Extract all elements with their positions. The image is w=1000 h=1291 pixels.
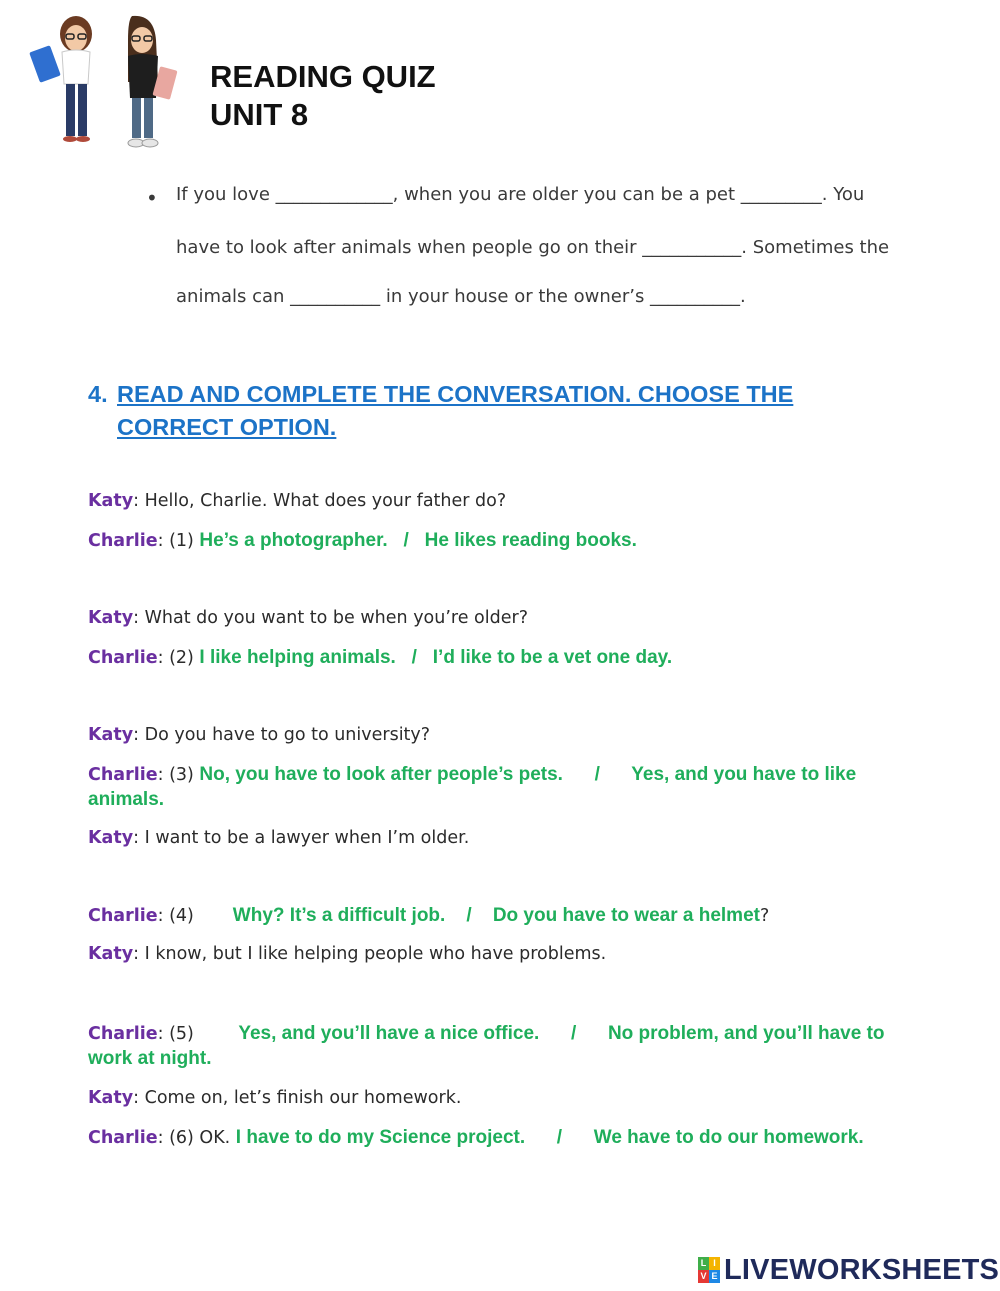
option-b[interactable]: I’d like to be a vet one day. <box>432 647 673 668</box>
dialogue-charlie-5-cont <box>88 1048 212 1070</box>
option-separator: / <box>387 530 425 551</box>
option-b-continued[interactable]: work at night. <box>88 1048 212 1069</box>
option-a[interactable]: I like helping animals. <box>199 647 396 668</box>
speaker-charlie: Charlie <box>88 906 158 926</box>
dialogue-text: : Hello, Charlie. What does your father do? <box>133 491 507 511</box>
option-separator: / <box>525 1127 594 1148</box>
dialogue-katy-5 <box>88 944 606 964</box>
option-b-continued[interactable]: animals. <box>88 789 165 810</box>
question-number: : (4) <box>157 906 233 926</box>
option-a[interactable]: Why? It’s a difficult job. <box>232 905 446 926</box>
option-separator: / <box>539 1023 608 1044</box>
question-number: : (2) <box>157 648 200 668</box>
question-number: : (6) OK. <box>157 1128 236 1148</box>
speaker-charlie: Charlie <box>88 648 158 668</box>
dialogue-katy-6 <box>88 1088 461 1108</box>
speaker-katy: Katy <box>88 725 134 745</box>
option-a[interactable]: He’s a photographer. <box>199 530 388 551</box>
question-number: : (5) <box>157 1024 239 1044</box>
dialogue-text: : I know, but I like helping people who have problems. <box>133 944 607 964</box>
section-number: 4. <box>88 381 108 407</box>
dialogue-text: : Come on, let’s finish our homework. <box>133 1088 462 1108</box>
bullet-dot-icon: • <box>146 186 158 210</box>
dialogue-charlie-4 <box>88 905 769 927</box>
question-number: : (3) <box>157 765 200 785</box>
dialogue-katy-2 <box>88 608 528 628</box>
option-b[interactable]: We have to do our homework. <box>593 1127 864 1148</box>
worksheet-title <box>210 58 436 134</box>
dialogue-text: : I want to be a lawyer when I’m older. <box>133 828 470 848</box>
dialogue-charlie-3 <box>88 764 856 786</box>
dialogue-charlie-5 <box>88 1023 885 1045</box>
option-b[interactable]: Do you have to wear a helmet <box>492 905 760 926</box>
speaker-katy: Katy <box>88 608 134 628</box>
speaker-charlie: Charlie <box>88 531 158 551</box>
liveworksheets-logo-icon: L I V E <box>698 1257 720 1283</box>
fill-in-line-2: have to look after animals when people go on their ___________. Sometimes the <box>176 237 890 258</box>
option-separator: / <box>445 905 493 926</box>
section-4-heading <box>88 378 948 448</box>
option-b[interactable]: Yes, and you have to like <box>631 764 857 785</box>
option-separator: / <box>395 647 433 668</box>
fill-in-paragraph <box>146 184 936 314</box>
option-a[interactable]: Yes, and you’ll have a nice office. <box>238 1023 540 1044</box>
title-line-1: READING QUIZ <box>210 59 436 94</box>
liveworksheets-logo <box>698 1252 999 1288</box>
dialogue-text: : What do you want to be when you’re older? <box>133 608 528 628</box>
option-b[interactable]: No problem, and you’ll have to <box>607 1023 885 1044</box>
speaker-katy: Katy <box>88 491 134 511</box>
dialogue-charlie-6 <box>88 1127 864 1149</box>
speaker-charlie: Charlie <box>88 1128 158 1148</box>
dialogue-text: : Do you have to go to university? <box>133 725 431 745</box>
dialogue-katy-4 <box>88 828 469 848</box>
section-heading-line-2: CORRECT OPTION. <box>117 414 337 440</box>
liveworksheets-logo-text: LIVEWORKSHEETS <box>724 1253 1000 1286</box>
dialogue-charlie-3-cont <box>88 789 164 811</box>
speaker-katy: Katy <box>88 828 134 848</box>
section-heading-line-1: READ AND COMPLETE THE CONVERSATION. CHOOSE THE <box>117 381 794 407</box>
dialogue-katy-3 <box>88 725 430 745</box>
speaker-charlie: Charlie <box>88 1024 158 1044</box>
speaker-charlie: Charlie <box>88 765 158 785</box>
teacher-avatars-illustration <box>28 12 188 162</box>
dialogue-katy-1 <box>88 491 506 511</box>
dialogue-charlie-2 <box>88 647 672 669</box>
fill-in-line-1: If you love _____________, when you are older you can be a pet _________. You <box>176 184 865 205</box>
dialogue-charlie-1 <box>88 530 637 552</box>
option-a[interactable]: I have to do my Science project. <box>235 1127 526 1148</box>
option-a[interactable]: No, you have to look after people’s pets. <box>199 764 563 785</box>
speaker-katy: Katy <box>88 944 134 964</box>
option-separator: / <box>562 764 632 785</box>
speaker-katy: Katy <box>88 1088 134 1108</box>
fill-in-line-3: animals can __________ in your house or the owner’s __________. <box>176 286 746 307</box>
option-b[interactable]: He likes reading books. <box>424 530 637 551</box>
question-number: : (1) <box>157 531 200 551</box>
title-line-2: UNIT 8 <box>210 97 309 132</box>
question-mark: ? <box>759 906 770 926</box>
